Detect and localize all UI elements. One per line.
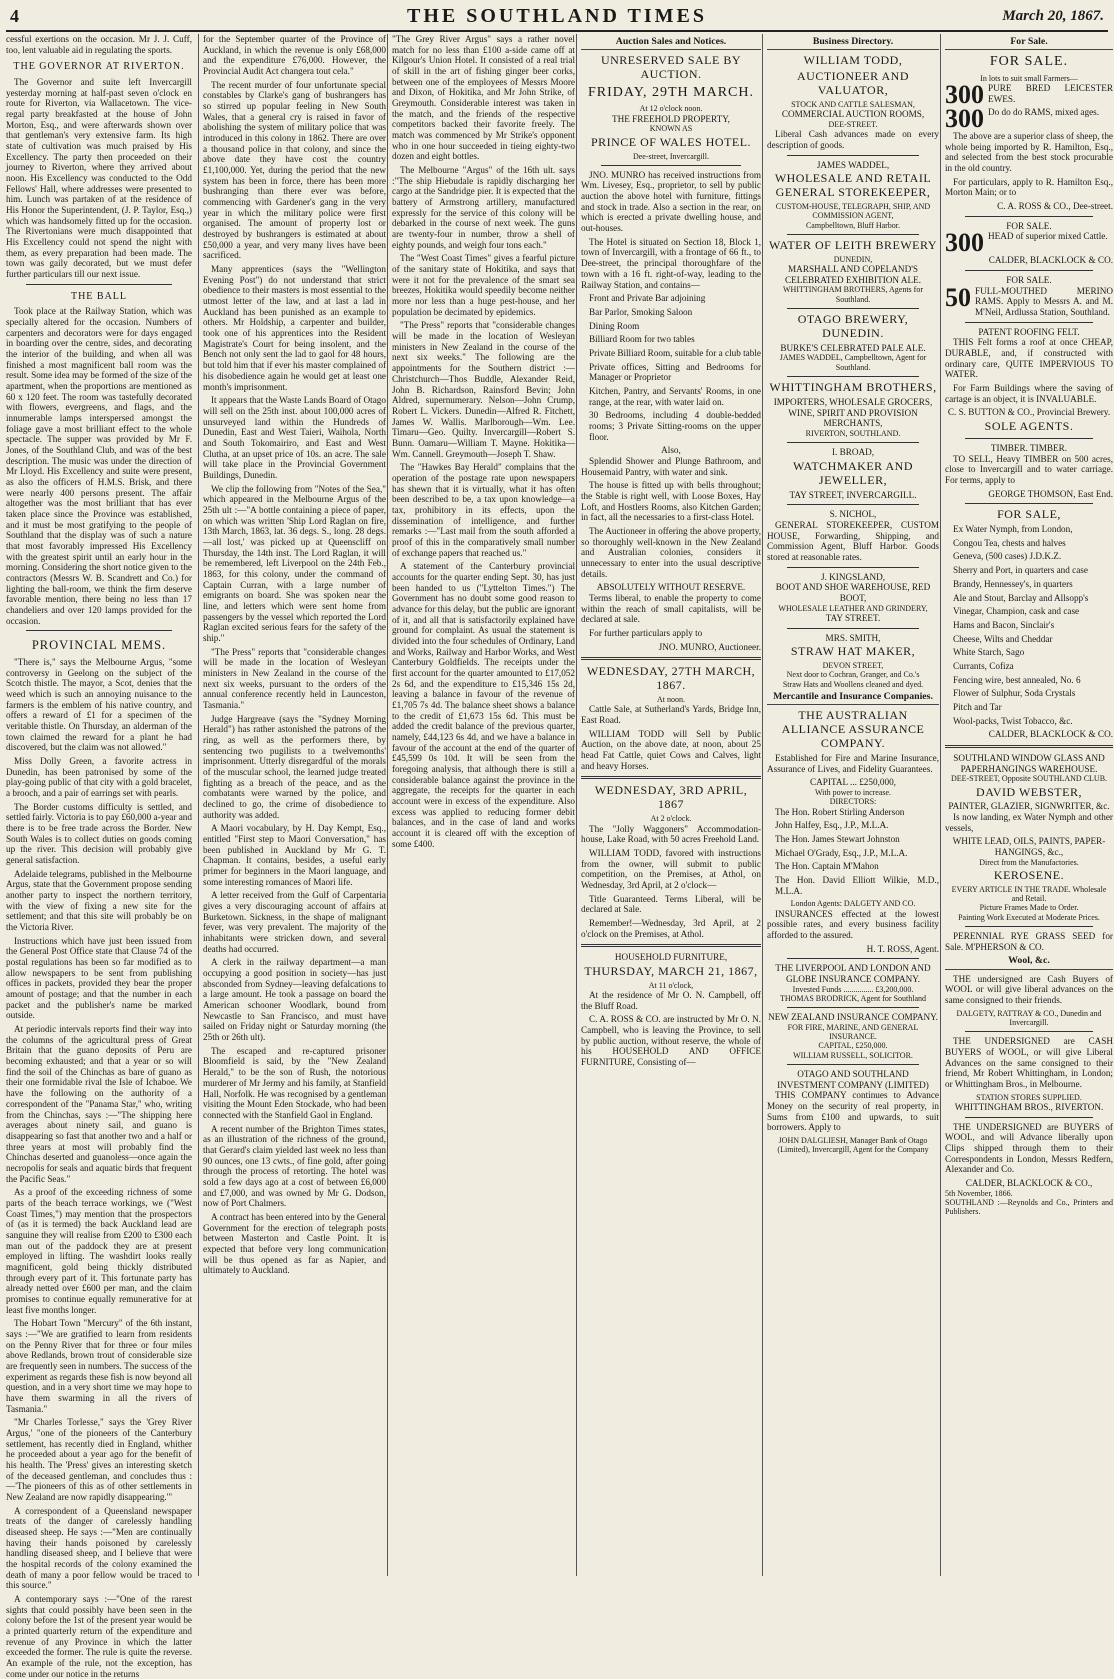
list-item: Flower of Sulphur, Soda Crystals xyxy=(953,688,1076,699)
ad-heading: THE LIVERPOOL AND LONDON AND GLOBE INSURANCE COMPANY. xyxy=(775,963,931,984)
ad-text: HEAD of superior mixed Cattle. xyxy=(988,231,1108,242)
paragraph: At periodic intervals reports find their way into the columns of the agricultural press of Great Britain that the guano deposits of Peru are becoming exhausted; and that a year or so will find the soil of the Chinchas as bare of guano as their one formidable rival the Isle of Ichaboe. We have the following on the authority of a correspondent of the "Panama Star," who, writing from the Chinchas, says :—"The shipping here averages about ninety sail, and guano is disappearing so fast that another two and a half or three years at most will probably find the Chinchas deserted and guanoless—once again the necropolis for seals and aquatic birds that frequent the Pacific Seas." xyxy=(6,1024,192,1184)
divider xyxy=(965,322,1093,323)
ad-text: KNOWN AS xyxy=(649,124,693,134)
paragraph: for the September quarter of the Province of Auckland, in which the revenue is only £68,000 and the expenditure £76,000. However, the Provincial Audit Act changera tout cela." xyxy=(203,34,386,77)
ad-heading: SOUTHLAND WINDOW GLASS AND PAPERHANGINGS WAREHOUSE. xyxy=(953,752,1105,774)
ad-place: DEE-STREET. xyxy=(828,120,878,130)
divider xyxy=(601,165,741,166)
ad-place: Campbelltown, Bluff Harbor. xyxy=(805,220,901,230)
ad-date: FRIDAY, 29TH MARCH. xyxy=(587,85,755,101)
paragraph: The "West Coast Times" gives a fearful picture of the sanitary state of Hokitika, and says that were it not for the prevalence of the smart sea breezes, Hokitika would speedily become neither more nor less than a huge pest-house, and her population be decimated by epidemics. xyxy=(392,253,575,317)
paragraph: TO SELL, Heavy TIMBER on 500 acres, close to Invercargill and to water carriage. For terms, apply to xyxy=(945,453,1113,485)
paragraph: The "Jolly Waggoners" Accommodation-house, Lake Road, with 50 acres Freehold Land. xyxy=(581,823,761,845)
ad-name: MRS. SMITH, xyxy=(825,632,881,643)
paragraph: THE UNDERSIGNED are CASH BUYERS of WOOL, or will give Liberal Advances on the same consigned to their friend, Mr Robert Whittingham, in London; or Whittingham Bros., in Melbourne. xyxy=(945,1036,1113,1089)
ad-signature: WHITTINGHAM BROS., RIVERTON. xyxy=(954,1101,1104,1112)
divider xyxy=(965,438,1093,439)
paragraph: We clip the following from "Notes of the Sea," which appeared in the Melbourne Argus of the 25th ult :—"A bottle containing a piece of paper, on which was written 'Ship Lord Raglan on fire, 13th March, 1863, lat. 36 degs. S., long. 28 degs.—all lost,' was picked up at Queenscliff on Thursday, the 14th inst. The Lord Raglan, it will be remembered, left Liverpool on the 24th Feb., 1863, for this colony, under the command of Captain Curran, with a large number of emigrants on board. She was spoken near the line, and letters which were sent home from passengers by the vessel which reported the Lord Raglan excited serious fears for the safety of the ship." xyxy=(203,483,386,643)
ad-heading: BOOT AND SHOE WAREHOUSE, RED BOOT, xyxy=(775,582,931,604)
ad-subtitle: THE FREEHOLD PROPERTY, xyxy=(612,113,730,124)
ad-time: At noon. xyxy=(657,695,685,705)
column-1 xyxy=(6,34,196,1679)
paragraph: THIS Felt forms a roof at once CHEAP, DURABLE, and, if constructed with ordinary care, QUITE IMPERVIOUS TO WATER. xyxy=(945,337,1113,380)
divider xyxy=(26,630,172,631)
list-item: Private offices, Sitting and Bedrooms for Manager or Proprietor xyxy=(589,361,761,383)
column-2 xyxy=(198,34,390,1576)
paragraph: Splendid Shower and Plunge Bathroom, and Housemaid Pantry, with water and sink. xyxy=(581,455,761,477)
section-heading: PROVINCIAL MEMS. xyxy=(31,638,167,653)
columns xyxy=(6,34,1113,1679)
divider xyxy=(787,234,919,235)
paragraph: Took place at the Railway Station, which was specially altered for the occasion. Numbers of carpenters and decorators were for days engaged in boarding over the centre, sides, and decorating the interior of the building, and when all was finished a most magnificent ball room was the result. Some idea may be formed of the size of the apartment, when the proportions are mentioned as 60 x 120 feet. The room was tastefully decorated with flowers, evergreens, and flags, and the innumerable lamps interspersed amongst the foliage gave a most brilliant effect to the whole spectacle. The supper was provided by Mr F. Jones, of the Southland Club, and was of the best description. The music was under the direction of Mr Lloyd. His Excellency and suite were present, as also the officers of H.M.S. Brisk, and there were nearly 400 persons present. The affair altogether was the most brilliant that has ever taken place since the Province was established, and it must be most gratifying to the people of Southland that the display was of such a nature that most favorably impressed His Excellency with the greatest spirit until an early hour in the morning. Considering the short notice given to the contractors (Messrs W. B. Scandrett and Co.) for lighting the ball-room, we think the firm deserve favorable mention, there being no less than 17 chandeliers and over 120 lamps provided for the occasion. xyxy=(6,306,192,626)
paragraph: The Hobart Town "Mercury" of the 6th instant, says :—"We are gratified to learn from residents on the Penny River that for three or four miles above Redlands, brown trout of considerable size are frequently seen in numbers. The success of the experiment as regards these fish is now beyond all question, and in a very short time we may hope to have them swarming in all the rivers of Tasmania." xyxy=(6,1318,192,1414)
ad-line xyxy=(945,103,1113,133)
ad-agent: JAMES WADDEL, Campbelltown, Agent for Southland. xyxy=(779,353,927,372)
list-item: 30 Bedrooms, including 4 double-bedded rooms; 3 Private Sitting-rooms on the upper floor. xyxy=(589,410,761,442)
ad-signature: CALDER, BLACKLOCK & CO. xyxy=(988,729,1113,740)
divider xyxy=(945,745,1113,748)
section-header: Auction Sales and Notices. xyxy=(581,36,761,50)
divider xyxy=(787,1007,919,1008)
column-5-directory xyxy=(762,34,943,1576)
paragraph: INSURANCES effected at the lowest possible rates, and every business facility afforded to the assured. xyxy=(767,908,939,940)
ad-signature: JNO. MUNRO, Auctioneer. xyxy=(658,641,761,652)
column-4-auctions xyxy=(576,34,765,1576)
ad-title: UNRESERVED SALE BY AUCTION. xyxy=(600,53,742,82)
ad-text: PAINTER, GLAZIER, SIGNWRITER, &c. xyxy=(948,801,1110,812)
column-6-for-sale xyxy=(940,34,1113,1576)
ad-title: HOUSEHOLD FURNITURE, xyxy=(614,952,728,963)
section-heading: THE BALL xyxy=(70,290,128,302)
list-item: White Starch, Sago xyxy=(953,647,1025,658)
paragraph: THE undersigned are Cash Buyers of WOOL or will give liberal advances on the same consigned to their friends. xyxy=(945,973,1113,1006)
list-item: Brandy, Hennessey's, in quarters xyxy=(953,578,1073,589)
paragraph: Terms liberal, to enable the property to come within the reach of small capitalists, will be declared at sale. xyxy=(581,592,761,625)
divider xyxy=(787,155,919,156)
list-item: Private Billiard Room, suitable for a club table xyxy=(589,347,761,358)
paragraph: A contemporary says :—"One of the rarest sights that could possibly have been seen in the colony before the 1st of the present year would be a printed quarterly return of the expenditure and revenue of any Province in which the latter exceeded the former. The rule is quite the reverse. An example of the rule, not the exception, has come under our notice in the returns xyxy=(6,1594,192,1679)
divider xyxy=(581,657,761,660)
ad-signature: CALDER, BLACKLOCK & CO., xyxy=(965,1177,1093,1188)
ad-time: At 12 o'clock noon. xyxy=(639,104,703,114)
ad-text: FOR FIRE, MARINE, AND GENERAL INSURANCE. xyxy=(787,1022,919,1042)
paragraph: Remember!—Wednesday, 3rd April, at 2 o'clock on the Premises, at Athol. xyxy=(581,917,761,939)
masthead xyxy=(6,4,1108,32)
list-item: Congou Tea, chests and halves xyxy=(953,537,1066,548)
paragraph: C. A. ROSS & CO. are instructed by Mr O. N. Campbell, who is leaving the Province, to sell by public auction, without reserve, the whole of his HOUSEHOLD AND OFFICE FURNITURE, Consisting of— xyxy=(581,1014,761,1068)
divider xyxy=(787,308,919,309)
divider xyxy=(965,270,1093,271)
ad-signature: GEORGE THOMSON, East End. xyxy=(988,488,1113,499)
column-3 xyxy=(387,34,579,1576)
ad-heading: WHOLESALE AND RETAIL GENERAL STOREKEEPER, xyxy=(774,171,932,200)
ad-time: At 2 o'clock. xyxy=(650,814,692,824)
divider xyxy=(26,284,172,285)
paragraph: The above are a superior class of sheep, the whole being imported by R. Hamilton, Esq., and selected from the best stock procurable in the old country. xyxy=(945,130,1113,173)
paragraph: "The Grey River Argus" says a rather novel match for no less than £100 a-side came off at Kilgour's Union Hotel. It consisted of a real trial of skill in the art of fishing ginger beer corks, between one of the employees of Messrs Moore and Dixon, of Hokitika, and Mr John Strike, of Greymouth. Considerable interest was taken in the match, and the friends of the respective competitors backed their favorite freely. The match was commenced by Mr Strike's opponent who in one hour succeeded in tieing eighty-two dozen and eight bottles. xyxy=(392,34,575,162)
ad-text: DIRECTORS: xyxy=(829,797,877,807)
list-item: Hams and Bacon, Sinclair's xyxy=(953,619,1055,630)
paragraph: Cattle Sale, at Sutherland's Yards, Bridge Inn, East Road. xyxy=(581,704,761,726)
list-item: Geneva, (500 cases) J.D.K.Z. xyxy=(953,551,1062,562)
ad-text: CAPITAL, £250,000. xyxy=(818,1041,888,1051)
divider xyxy=(581,944,761,947)
printer-imprint: SOUTHLAND :—Reynolds and Co., Printers and Publishers. xyxy=(945,1197,1113,1217)
list-item: John Halfey, Esq., J.P., M.L.A. xyxy=(775,820,889,831)
divider xyxy=(965,926,1093,927)
ad-text: Straw Hats and Woollens cleaned and dyed. xyxy=(782,679,924,689)
divider xyxy=(787,1064,919,1065)
paragraph: THE UNDERSIGNED are BUYERS of WOOL, and will Advance liberally upon Clips shipped through them to their Correspondents in London, Messrs Redfern, Alexander and Co. xyxy=(945,1121,1113,1175)
paragraph: "Mr Charles Torlesse," says the 'Grey River Argus,' "one of the pioneers of the Canterbury settlement, has recently died in England, whither he proceeded about a year ago for the benefit of his health. The 'Press' gives an interesting sketch of the deceased gentleman, and concludes thus :—'The pioneers of this as of other settlements in New Zealand are now rapidly disappearing.'" xyxy=(6,1417,192,1503)
ad-date: WEDNESDAY, 27TH MARCH, 1867. xyxy=(586,664,756,693)
paragraph: It appears that the Waste Lands Board of Otago will sell on the 25th inst. about 100,000 acres of unsurveyed land within the Hundreds of Dunedin, East and West Taieri, Waihola, North and South Tokomairiro, and East and West Clutha, at an upset price of 10s. an acre. The sale will take place in the Provincial Government Buildings, Dunedin. xyxy=(203,395,386,480)
paragraph: For further particulars apply to xyxy=(589,627,703,638)
ad-text: WHOLESALE LEATHER AND GRINDERY, xyxy=(778,603,928,613)
ad-heading: KEROSENE. xyxy=(993,868,1065,883)
paragraph: The Governor and suite left Invercargill yesterday morning at half-past seven o'clock en route for Riverton, via Wallacetown. The vice-regal party breakfasted at the house of John Morton, Esq., and were afterwards shown over that gentleman's very extensive farm. Its high state of cultivation was much praised by His Excellency. The party then proceeded on their journey to Riverton, where they arrived about noon. His Excellency was conducted to the Odd Fellows' Hall, where addresses were presented to him. Lunch was partaken of at the residence of His Honor the Superintendent, (J. P. Taylor, Esq.,) which was handsomely fitted up for the occasion. The Rivertonians were much disappointed that His Excellency could not spend the night with them, as every preparation had been made. The town was gaily decorated, but we must defer further particulars till our next issue. xyxy=(6,76,192,280)
section-heading: THE GOVERNOR AT RIVERTON. xyxy=(13,61,185,73)
section-header: Mercantile and Insurance Companies. xyxy=(767,691,939,705)
ad-place: TAY STREET, INVERCARGILL. xyxy=(789,489,917,500)
ad-heading: STRAW HAT MAKER, xyxy=(790,644,916,659)
issue-date: March 20, 1867. xyxy=(1002,8,1104,24)
ad-heading: FOR SALE, xyxy=(997,507,1061,522)
ad-place: DUNEDIN, xyxy=(833,254,873,264)
ad-heading: OTAGO BREWERY, DUNEDIN. xyxy=(797,311,909,340)
ad-number: 50 xyxy=(945,282,971,312)
ad-number: 300 xyxy=(945,79,984,109)
ad-signature: H. T. ROSS, Agent. xyxy=(866,943,939,954)
ad-text: CUSTOM-HOUSE, TELEGRAPH, SHIP, AND COMMISSION AGENT, xyxy=(775,202,931,221)
ad-name: J. KINGSLAND, xyxy=(820,571,886,582)
ad-heading: PATENT ROOFING FELT. xyxy=(978,326,1080,337)
ad-place: DEVON STREET, xyxy=(822,661,884,671)
ad-text: In lots to suit small Farmers— xyxy=(980,73,1078,83)
divider xyxy=(965,1031,1093,1032)
ad-text: London Agents: DALGETY AND CO. xyxy=(790,899,916,909)
list-item: Pitch and Tar xyxy=(953,701,1002,712)
ad-heading: AUCTIONEER AND VALUATOR, xyxy=(797,69,909,98)
ad-agent: WHITTINGHAM BROTHERS, Agents for Southland. xyxy=(783,285,923,304)
list-item: Billiard Room for two tables xyxy=(589,334,695,345)
paragraph: A correspondent of a Queensland newspaper treats of the danger of carelessly handling diseased sheep. He says :—"Men are continually having their hands poisoned by carelessly handling diseased sheep, and I believe that were the hospital records of the colony examined the death of many a poor fellow would be traced to this source." xyxy=(6,1505,192,1591)
paragraph: A statement of the Canterbury provincial accounts for the quarter ending Sept. 30, has just been handed to us ("Lyttelton Times.") The Government has no doubt some good reason to advance for this delay, but the public are ignorant of it, and all that is satisfactorily explained have ground for complaint. As usual the statement is divided into the four schedules of Ordinary, Land and Works, Railway and Harbor Works, and West Canterbury Goldfields. The receipts under the first account for the quarter amounted to £17,052 2s 6d, and the expenditure to £15,346 15s 2d, leaving a balance in favour of the revenue of £1,705 7s 4d. The balance sheet shows a balance to the credit of £1,673 15s 6d. This must be added the credit balance of the previous quarter, namely, £44,123 6s 4d, and we have a balance in favour of the account at the end of the quarter of £45,599 0s 10d. It will be seen from the foregoing analysis, that although there is still a considerable balance against the province in the aggregate, the receipts for the quarter in each account were in excess of the expenditure. Also excess was applied to reducing former debit balances, and in the case of land and works account it is cleared off with the exception of some £400. xyxy=(392,561,575,849)
ad-text: Direct from the Manufactories. xyxy=(979,857,1079,867)
ad-heading: TIMBER. TIMBER. xyxy=(990,442,1068,453)
ad-signature: C. S. BUTTON & CO., Provincial Brewery. xyxy=(947,407,1111,418)
divider xyxy=(965,503,1093,504)
paragraph: A recent number of the Brighton Times states, as an illustration of the richness of the ground, that Gerard's claim yielded last week no less than 90 ounces, one 13 cwts., of fine gold, after going through the process of retorting. The hotel was sold a few days ago at a cost of between £6,000 and £7,000, and was owned by Mr G. Dodson, now of Port Chalmers. xyxy=(203,1123,386,1209)
paragraph: The "Hawkes Bay Herald" complains that the operation of the postage rate upon newspapers has shewn that it is virtually, what it has often been described to be, a tax upon knowledge—a tax, prohibitory in its effects, upon the dissemination of intelligence, and further remarks :—"Last mail from the south afforded a proof of this in the comparatively small number of exchange papers that reached us." xyxy=(392,462,575,558)
paragraph: Adelaide telegrams, published in the Melbourne Argus, state that the Government propose sending another party to inspect the northern territory, with the view of fixing a new site for the settlement; and that this site will probably be on the Victoria River. xyxy=(6,868,192,933)
section-header: For Sale. xyxy=(945,36,1113,50)
paragraph: Liberal Cash advances made on every description of goods. xyxy=(767,129,939,150)
list-item: Bar Parlor, Smoking Saloon xyxy=(589,306,693,317)
section-header: Wool, &c. xyxy=(945,955,1113,969)
list-item: Kitchen, Pantry, and Servants' Rooms, in one range, at the rear, with water laid on. xyxy=(589,385,761,407)
ad-heading: NEW ZEALAND INSURANCE COMPANY. xyxy=(768,1012,938,1023)
paragraph: GENERAL STOREKEEPER, CUSTOM HOUSE, Forwarding, Shipping, and Commission Agent, Bluff Harbor. Goods stored at reasonable rates. xyxy=(767,519,939,562)
ad-heading: PRINCE OF WALES HOTEL. xyxy=(590,134,752,149)
divider xyxy=(787,442,919,443)
ad-text: Invested Funds ............... £3,200,000. xyxy=(792,984,914,994)
list-item: Sherry and Port, in quarters and case xyxy=(953,565,1088,576)
list-item: Vinegar, Champion, cask and case xyxy=(953,606,1080,617)
paragraph: The house is fitted up with bells throughout; the Stable is right well, with Loose Boxes, Hay Loft, and Hostlers Rooms, also Kitchen Garden; in fact, all the necessaries to a first-class Hotel. xyxy=(581,480,761,523)
ad-text: With power to increase. xyxy=(814,788,892,798)
ad-signature: C. A. ROSS & CO., Dee-street. xyxy=(997,200,1113,211)
list-item: Ale and Stout, Barclay and Allsopp's xyxy=(953,592,1089,603)
ad-text: FULL-MOUTHED MERINO RAMS. Apply to Messrs A. and M. M'Neil, Ardlussa Station, Southland. xyxy=(975,285,1113,317)
paragraph: A contract has been entered into by the General Government for the erection of telegraph posts between Masterton and Castle Point. It is expected that before very long communication will be thus opened as far as Napier, and ultimately to Auckland. xyxy=(203,1211,386,1276)
ad-signature: CALDER, BLACKLOCK & CO. xyxy=(988,255,1113,266)
paragraph: A clerk in the railway department—a man occupying a good position in society—has just absconded from Sydney—leaving defalcations to a large amount. He took a passage on board the American schooner Woodlark, bound from Newcastle to San Francisco, and must have sailed on Friday night or Saturday morning (the 25th or 26th ult). xyxy=(203,957,386,1043)
ad-text: STATION STORES SUPPLIED. xyxy=(976,1092,1082,1102)
ad-heading: WATCHMAKER AND JEWELLER, xyxy=(792,458,913,487)
list-item: Ex Water Nymph, from London, xyxy=(953,524,1073,535)
ad-name: JAMES WADDEL, xyxy=(816,159,890,170)
list-item: Cheese, Wilts and Cheddar xyxy=(953,633,1053,644)
ad-text: EVERY ARTICLE IN THE TRADE. Wholesale and Retail. xyxy=(951,884,1107,904)
ad-heading: FOR SALE. xyxy=(1006,274,1052,285)
paragraph: The Border customs difficulty is settled, and settled fairly. Victoria is to pay £60,000 a-year and there is to be free trade across the Border. New South Wales is to collect duties on goods coming up the river. This decision will probably give general satisfaction. xyxy=(6,801,192,866)
ad-text: BURKE'S CELEBRATED PALE ALE. xyxy=(780,342,926,353)
ad-number: 300 xyxy=(945,103,984,133)
list-item: Dining Room xyxy=(589,320,640,331)
paragraph: The Auctioneer in offering the above property, so thoroughly well-known in the New Zealand and Australian colonies, considers it unnecessary to enter into the usual descriptive details. xyxy=(581,525,761,579)
divider xyxy=(581,776,761,779)
ad-text: MARSHALL AND COPELAND'S CELEBRATED EXHIBITION ALE. xyxy=(784,264,921,285)
ad-name: I. BROAD, xyxy=(831,447,875,458)
ad-text: CAPITAL ... £250,000, xyxy=(810,777,896,788)
ad-text: SOLE AGENTS. xyxy=(984,418,1074,433)
paragraph: At the residence of Mr O. N. Campbell, off the Bluff Road. xyxy=(581,990,761,1011)
paragraph: A Maori vocabulary, by H. Day Kempt, Esq., entitled "First step to Maori Conversation," has been published in Auckland by Mr G. T. Chapman. It contains, besides, a useful early primer for beginners in the Maori language, and some interesting romances of Maori life. xyxy=(203,823,386,887)
paragraph: "The Press" reports that "considerable changes will be made in the location of Wesleyan ministers in New Zealand in the course of the next six weeks, pursuant to the orders of the annual conference recently held in Launceston, Tasmania." xyxy=(203,646,386,710)
list-item: The Hon. James Stewart Johnston xyxy=(775,833,900,844)
ad-heading: WHITTINGHAM BROTHERS, xyxy=(769,379,937,394)
ad-place: RIVERTON, SOUTHLAND. xyxy=(805,428,901,438)
divider xyxy=(787,628,919,629)
ad-number: 300 xyxy=(945,228,984,258)
ad-name: WILLIAM TODD, xyxy=(803,53,903,68)
section-header: Business Directory. xyxy=(767,36,939,50)
paragraph: Judge Hargreave (says the "Sydney Morning Herald") has rather astonished the patrons of the ring, as well as the performers there, by sentencing two pugilists to a twelvemonths' imprisonment. Utterly disregardful of the morals of the muscular school, the learned judge treated fighting as a breach of the peace, and as the combatants were warned by the police, and declined to go, the crime of disobedience to authority was added. xyxy=(203,713,386,820)
ad-signature: JOHN DALGLIESH, Manager Bank of Otago (Limited), Invercargill, Agent for the Company xyxy=(777,1135,929,1155)
paragraph: "There is," says the Melbourne Argus, "some controversy in Geelong on the subject of the Scotch thistle. The mayor, a Scot, denies that the weed which is such an annoying nuisance to the farmers is the emblem of his native country, and offers a reward of £1 for a specimen of the veritable thistle. On Thursday, an alderman of the town claimed the reward for a plant he had discovered, but the claim was not allowed." xyxy=(6,656,192,753)
paragraph: For Farm Buildings where the saving of cartage is an object, it is INVALUABLE. xyxy=(945,382,1113,404)
ad-date: 5th November, 1866. xyxy=(945,1188,1013,1198)
paragraph: The escaped and re-captured prisoner Bloomfield is said, by the "New Zealand Herald," to be the son of Rush, the notorious murderer of Mr Jermy and his family, at Stanfield Hall, Norfolk. He was recognised by a gentleman visiting the Mount Eden Stockade, who had been connected with the Stanfield Gaol in England. xyxy=(203,1045,386,1120)
paragraph: THIS COMPANY continues to Advance Money on the security of real property, in Sums from £100 and upwards, to suit borrowers. Apply to xyxy=(767,1090,939,1133)
ad-signature: DALGETY, RATTRAY & CO., Dunedin and Invercargill. xyxy=(956,1008,1102,1027)
ad-text: Picture Frames Made to Order. xyxy=(979,903,1079,913)
divider xyxy=(787,958,919,959)
paragraph: PERENNIAL RYE GRASS SEED for Sale. M'PHERSON & CO. xyxy=(945,931,1113,952)
divider xyxy=(965,216,1093,217)
list-item: Currants, Cofiza xyxy=(953,660,1014,671)
paragraph: For particulars, apply to R. Hamilton Esq., Morton Main; or to xyxy=(945,176,1113,198)
ad-heading: FOR SALE. xyxy=(989,54,1069,70)
paragraph: Is now landing, ex Water Nymph and other vessels, xyxy=(945,812,1113,833)
ad-name: DAVID WEBSTER, xyxy=(976,784,1082,799)
ad-agent: WILLIAM RUSSELL, SOLICITOR. xyxy=(793,1050,913,1060)
paragraph: Title Guaranteed. Terms Liberal, will be declared at Sale. xyxy=(581,893,761,915)
paragraph: cessful exertions on the occasion. Mr J. J. Cuff, too, lent valuable aid in regulating the sports. xyxy=(6,34,192,55)
ad-heading: FOR SALE. xyxy=(1006,220,1052,231)
list-item: The Hon. David Elliott Wilkie, M.D., M.L.A. xyxy=(775,874,939,896)
paragraph: As a proof of the exceeding richness of some parts of the beach terrace workings, we ("West Coast Times,") may mention that the prospectors of (as it is termed) the back Auckland lead are sanguine they will realise from £200 to £300 each man out of the paddock they are at present employed in lifting. The washdirt looks really magnificent, gold being thickly distributed through every part of it. This fortunate party has already netted over £600 per man, and the claim promises to continue equally remunerative for at least five months longer. xyxy=(6,1187,192,1315)
paragraph: Miss Dolly Green, a favorite actress in Dunedin, has been patronised by some of the play-going public of that city with a gold bracelet, a brooch, and a pair of earrings set with pearls. xyxy=(6,756,192,799)
ad-heading: THE AUSTRALIAN ALLIANCE ASSURANCE COMPANY. xyxy=(781,708,925,751)
ad-date: WEDNESDAY, 3RD APRIL, 1867 xyxy=(594,783,748,812)
paragraph: WILLIAM TODD, favored with instructions from the owner, will submit to public competition, on the Premises, at Athol, on Wednesday, 3rd April, at 2 o'clock— xyxy=(581,847,761,890)
paragraph: Many apprentices (says the "Wellington Evening Post") do not understand that strict obedience to their masters is most essential to the utmost letter of the law, and at last a lad in Auckland has been punished as an example to others. Mr Holdship, a carpenter and builder, took one of his apprentices into the Resident Magistrate's Court for being insolent, and the Bench not only sent the lad to gaol for 48 hours, but told him that if ever his master complained of his disobedience again he would get at least one month's imprisonment. xyxy=(203,264,386,392)
paragraph: A letter received from the Gulf of Carpentaria gives a very discouraging account of affairs at Burketown. Sickness, in the shape of malignant fever, was very prevalent. The majority of the inhabitants were stricken down, and several deaths had occurred. xyxy=(203,890,386,954)
ad-line xyxy=(945,282,1113,318)
ad-date: THURSDAY, MARCH 21, 1867, xyxy=(584,963,758,978)
ad-text: STOCK AND CATTLE SALESMAN, xyxy=(791,100,915,110)
ad-time: At 11 o'clock, xyxy=(648,980,694,990)
ad-text: WHITE LEAD, OILS, PAINTS, PAPER-HANGINGS, &c., xyxy=(952,836,1106,858)
ad-heading: OTAGO AND SOUTHLAND INVESTMENT COMPANY (LIMITED) xyxy=(777,1068,929,1090)
paragraph: Established for Fire and Marine Insurance, Assurance of Lives, and Fidelity Guarantees. xyxy=(767,753,939,774)
newspaper-title: THE SOUTHLAND TIMES xyxy=(406,5,708,27)
list-item: Wool-packs, Twist Tobacco, &c. xyxy=(953,715,1073,726)
list-item: Michael O'Grady, Esq., J.P., M.L.A. xyxy=(775,847,908,858)
ad-text: IMPORTERS, WHOLESALE GROCERS, WINE, SPIRIT AND PROVISION MERCHANTS, xyxy=(773,396,933,429)
ad-heading: ABSOLUTELY WITHOUT RESERVE. xyxy=(596,582,746,593)
paragraph: The Melbourne "Argus" of the 16th ult. says :"The ship Hiebudale is rapidly discharging her cargo at the Sandridge pier. It is expected that the battery of Armstrong artillery, manufactured expressly for the service of this colony will be debarked in the course of next week. The guns are twenty-four in number, throw a shell of eighty pounds, and weigh four tons each." xyxy=(392,165,575,250)
ad-heading: WATER OF LEITH BREWERY xyxy=(769,237,937,252)
page-number: 4 xyxy=(10,6,19,26)
list-item: Fencing wire, best annealed, No. 6 xyxy=(953,674,1081,685)
ad-text: Next door to Cochran, Granger, and Co.'s xyxy=(786,670,920,680)
list-item: The Hon. Robert Stirling Anderson xyxy=(775,806,905,817)
divider xyxy=(965,1117,1093,1118)
paragraph: "The Press" reports that "considerable changes will be made in the location of Wesleyan ministers in New Zealand in the course of the next six weeks." The following are the appointments for the Southern district :—Christchurch—Thos Buddle, Alexander Reid, John B. Richardson, Rainsford Bevin; John Aldred, supernumerary. Nelson—John Crump, Robert L. Vickers. Dunedin—Alfred R. Fitchett, James W. Wallis. Marlborough—Wm. Lee. Timaru—Geo. Quilty. Invercargill—Robert S. Bunn. Oamaru—William T. Mayne. Hokitika—Wm. Cannell. Greymouth—Joseph T. Shaw. xyxy=(392,320,575,459)
ad-place: DEE-STREET, Opposite SOUTHLAND CLUB. xyxy=(950,774,1108,784)
paragraph: The recent murder of four unfortunate special constables by Clarke's gang of bushrangers has so stirred up popular feeling in New South Wales, that a general cry is raised in favor of abolishing the system of military police that was introduced in this colony in 1862. There are over a thousand police in that colony, and since the above date they have cost the country £1,100,000. Yet, during the period that the new system has been in force, there has been more bushranging than there ever was before, commencing with Gardener's gang in the very year in which the military police were first organised. The amount of property lost or destroyed by bushrangers is estimated at about £50,000 a year, and very many lives have been sacrificed. xyxy=(203,79,386,261)
list-item: The Hon. Captain M'Mahon xyxy=(775,861,879,872)
ad-line xyxy=(945,228,1113,258)
ad-agent: THOMAS BRODRICK, Agent for Southland xyxy=(779,993,926,1003)
ad-text: COMMERCIAL AUCTION ROOMS, xyxy=(781,109,925,120)
divider xyxy=(787,376,919,377)
paragraph: Instructions which have just been issued from the General Post Office state that Clause 74 of the postal regulations has been so far modified as to allow newspapers to be sent from publishing offices in packets, provided they bear the proper amount of postage; and that the number in each packet and the publisher's name be marked outside. xyxy=(6,935,192,1021)
ad-text: PURE BRED LEICESTER EWES. xyxy=(988,82,1113,104)
ad-place: TAY STREET. xyxy=(825,612,881,623)
paragraph: WILLIAM TODD will Sell by Public Auction, on the above date, at noon, about 25 head Fat Cattle, quiet Cows and Calves, light and heavy Horses. xyxy=(581,728,761,771)
ad-text: Do do do RAMS, mixed ages. xyxy=(988,106,1100,117)
paragraph: JNO. MUNRO has received instructions from Wm. Livesey, Esq., proprietor, to sell by public auction the above hotel with furniture, fittings and stock in trade. Also a section in the rear, on which is erected a private dwelling house, and out-houses. xyxy=(581,169,761,234)
ad-text: Also, xyxy=(661,445,681,456)
ad-text: Painting Work Executed at Moderate Prices. xyxy=(958,912,1100,922)
ad-place: Dee-street, Invercargill. xyxy=(632,151,710,161)
divider xyxy=(787,504,919,505)
list-item: Front and Private Bar adjoining xyxy=(589,293,706,304)
ad-name: S. NICHOL, xyxy=(829,509,877,520)
paragraph: The Hotel is situated on Section 18, Block 1, town of Invercargill, with a frontage of 66 ft., to Dee-street, the principal thoroughfare of the town with a 16 ft. right-of-way, leading to the Railway Station, and contains— xyxy=(581,236,761,290)
divider xyxy=(787,567,919,568)
